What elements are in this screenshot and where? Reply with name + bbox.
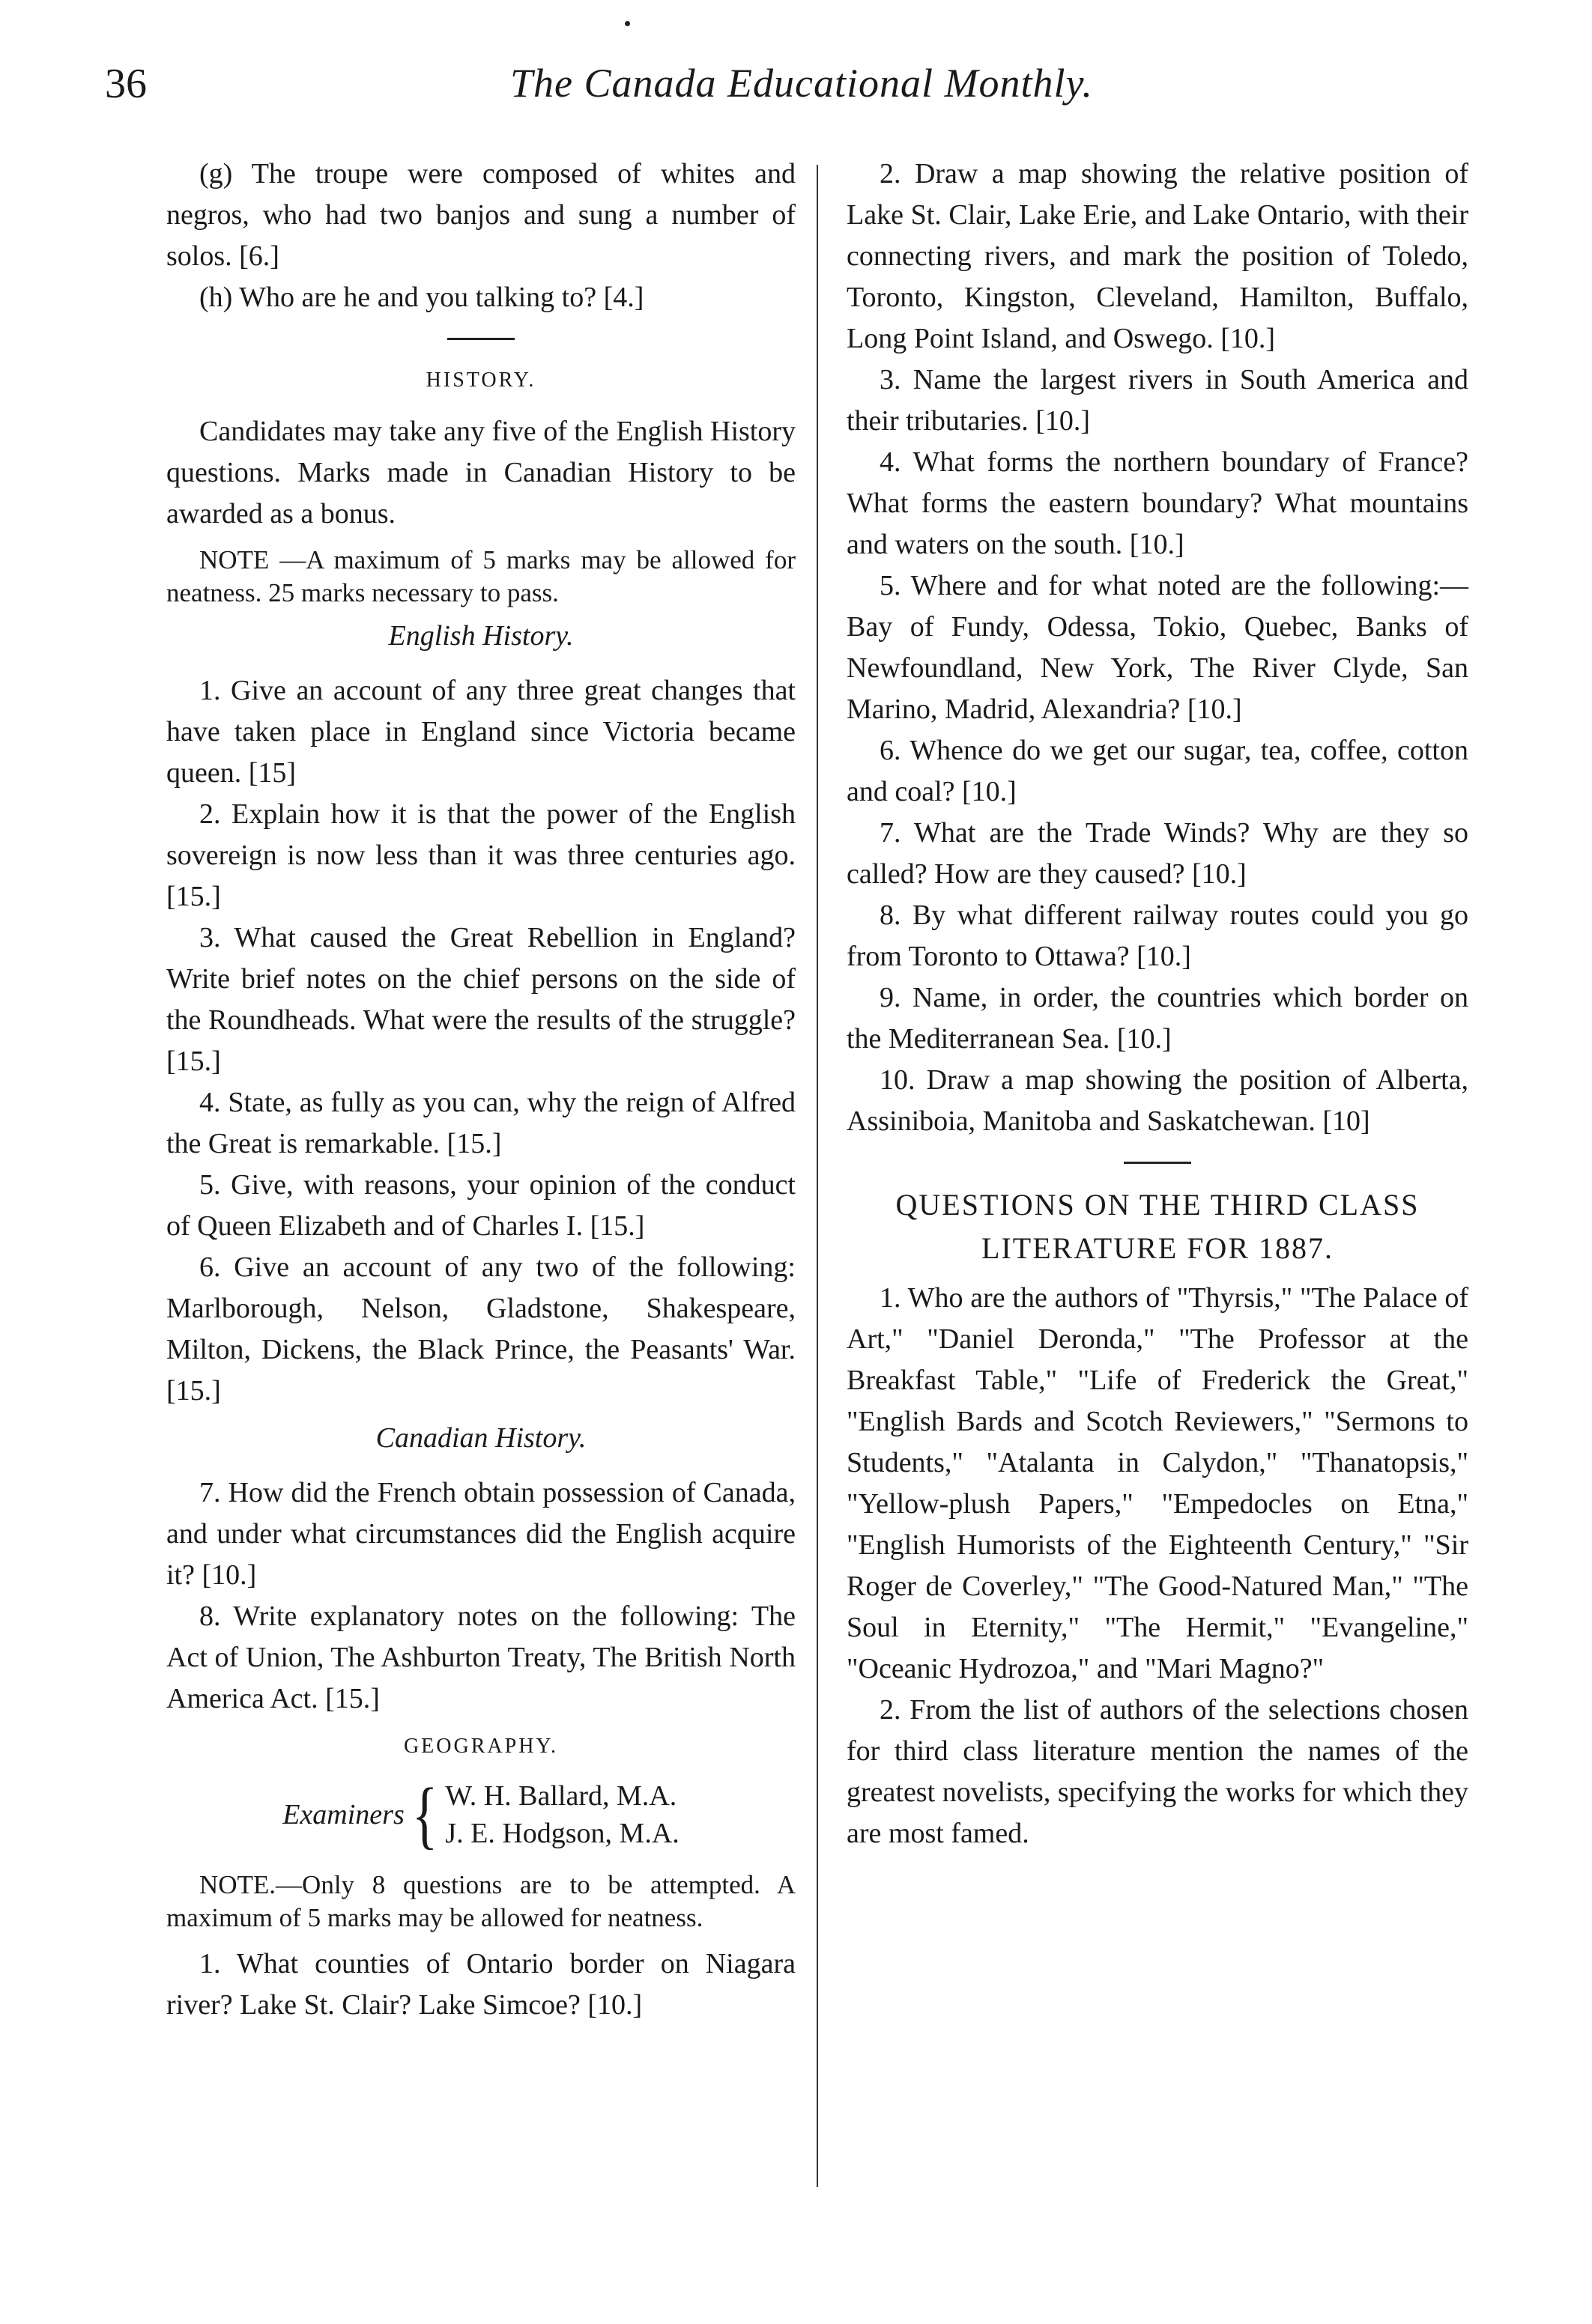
history-intro: Candidates may take any five of the English History questions. Marks made in Canadian History to be awarded as a bonus.	[166, 416, 796, 530]
page-number: 36	[105, 61, 147, 107]
geography-heading: GEOGRAPHY.	[403, 1735, 559, 1758]
history-note: NOTE —A maximum of 5 marks may be allowed for neatness. 25 marks necessary to pass.	[166, 545, 796, 607]
left-column	[166, 154, 796, 2026]
examiner-name: J. E. Hodgson, M.A.	[445, 1818, 680, 1849]
english-question: 5. Give, with reasons, your opinion of the conduct of Queen Elizabeth and of Charles I. [15.]	[166, 1169, 796, 1242]
literature-heading	[847, 1183, 1468, 1270]
english-history-heading: English History.	[388, 620, 574, 652]
printer-dot	[625, 21, 630, 26]
literature-question: 1. Who are the authors of "Thyrsis," "The Palace of Art," "Daniel Deronda," "The Professor at the Breakfast Table," "Life of Frederick the Great," "English Bards and Scotch Reviewers," "Sermons to Students," "Atalanta in Calydon," "Thanatopsis," "Yellow-plush Papers," "Empedocles on Etna," "English Humorists of the Eighteenth Century," "Sir Roger de Coverley," "The Good-Natured Man," "The Soul in Eternity," "The Hermit," "Evangeline," "Oceanic Hydrozoa," and "Mari Magno?"	[847, 1282, 1468, 1684]
literature-heading-line2: LITERATURE FOR 1887.	[981, 1231, 1334, 1265]
geography-question: 9. Name, in order, the countries which border on the Mediterranean Sea. [10.]	[847, 982, 1468, 1055]
literature-question: 2. From the list of authors of the selections chosen for third class literature mention the names of the greatest novelists, specifying the works for which they are most famed.	[847, 1694, 1468, 1849]
question-h: (h) Who are he and you talking to? [4.]	[199, 282, 644, 313]
english-question: 6. Give an account of any two of the following: Marlborough, Nelson, Gladstone, Shakespeare, Milton, Dickens, the Black Prince, the Peasants' War. [15.]	[166, 1251, 796, 1407]
running-title: The Canada Educational Monthly.	[510, 61, 1093, 106]
brace-icon: {	[411, 1773, 438, 1857]
geography-question: 6. Whence do we get our sugar, tea, coffee, cotton and coal? [10.]	[847, 735, 1468, 807]
geography-note: NOTE.—Only 8 questions are to be attempted. A maximum of 5 marks may be allowed for neatness.	[166, 1870, 796, 1932]
page-header	[105, 60, 1498, 120]
section-rule	[447, 338, 515, 340]
english-question: 1. Give an account of any three great changes that have taken place in England since Victoria became queen. [15]	[166, 675, 796, 789]
examiners-block	[166, 1773, 796, 1857]
geography-question: 2. Draw a map showing the relative position of Lake St. Clair, Lake Erie, and Lake Ontario, with their connecting rivers, and mark the position of Toledo, Toronto, Kingston, Cleveland, Hamilton, Buffalo, Long Point Island, and Oswego. [10.]	[847, 158, 1468, 354]
english-question: 2. Explain how it is that the power of the English sovereign is now less than it was three centuries ago. [15.]	[166, 798, 796, 912]
geography-question: 3. Name the largest rivers in South America and their tributaries. [10.]	[847, 364, 1468, 437]
question-g: (g) The troupe were composed of whites and negros, who had two banjos and sung a number of solos. [6.]	[166, 158, 796, 272]
examiner-name: W. H. Ballard, M.A.	[445, 1780, 677, 1812]
canadian-history-heading: Canadian History.	[375, 1422, 587, 1454]
geography-question: 10. Draw a map showing the position of Alberta, Assiniboia, Manitoba and Saskatchewan. [10]	[847, 1064, 1468, 1137]
column-divider	[817, 165, 818, 2187]
geography-question: 7. What are the Trade Winds? Why are they so called? How are they caused? [10.]	[847, 817, 1468, 890]
english-question: 3. What caused the Great Rebellion in England? Write brief notes on the chief persons on the side of the Roundheads. What were the results of the struggle? [15.]	[166, 922, 796, 1077]
examiners-label: Examiners	[282, 1798, 405, 1830]
geography-question: 5. Where and for what noted are the following:—Bay of Fundy, Odessa, Tokio, Quebec, Banks of Newfoundland, New York, The River Clyde, San Marino, Madrid, Alexandria? [10.]	[847, 570, 1468, 725]
literature-heading-line1: QUESTIONS ON THE THIRD CLASS	[895, 1188, 1420, 1222]
section-rule	[1124, 1162, 1191, 1164]
right-column	[847, 154, 1468, 1854]
geography-question: 8. By what different railway routes could you go from Toronto to Ottawa? [10.]	[847, 899, 1468, 972]
geography-question: 4. What forms the northern boundary of France? What forms the eastern boundary? What mountains and waters on the south. [10.]	[847, 446, 1468, 560]
history-heading: HISTORY.	[426, 368, 536, 392]
canadian-question: 8. Write explanatory notes on the following: The Act of Union, The Ashburton Treaty, The British North America Act. [15.]	[166, 1601, 796, 1714]
english-question: 4. State, as fully as you can, why the reign of Alfred the Great is remarkable. [15.]	[166, 1087, 796, 1159]
geography-question: 1. What counties of Ontario border on Niagara river? Lake St. Clair? Lake Simcoe? [10.]	[166, 1948, 796, 2021]
canadian-question: 7. How did the French obtain possession of Canada, and under what circumstances did the English acquire it? [10.]	[166, 1477, 796, 1591]
